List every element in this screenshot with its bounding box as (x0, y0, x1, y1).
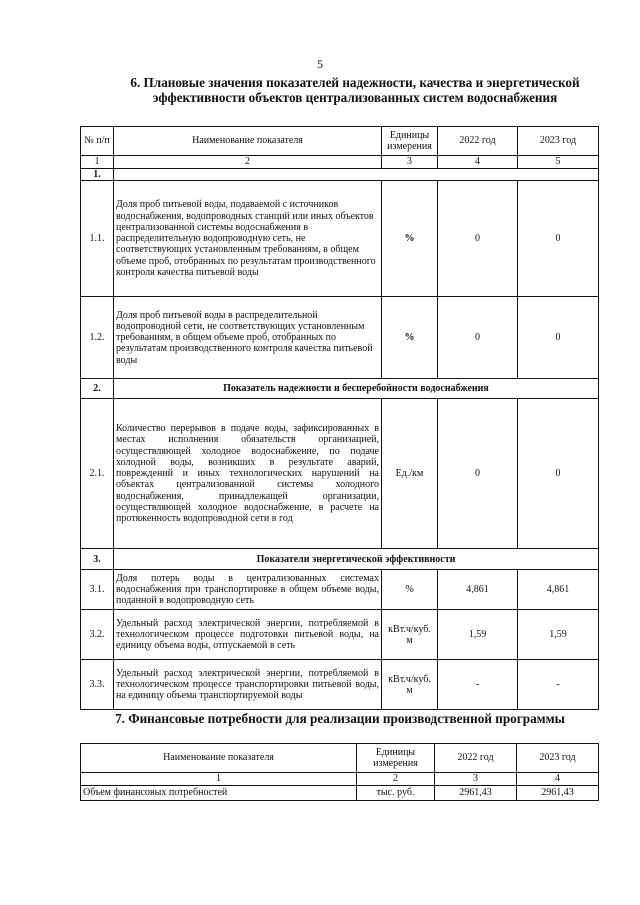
table-row (81, 660, 599, 710)
row-name: Доля потерь воды в централизованных системах водоснабжения при транспортировке в общем объеме воды, поданной в водопроводную сеть (114, 570, 382, 610)
row-num: 3.2. (81, 610, 114, 660)
index-cell: 3 (435, 773, 517, 786)
header-2022: 2022 год (438, 127, 518, 156)
row-name: Доля проб питьевой воды в распределительной водопроводной сети, не соответствующих установленным требованиям, в общем объеме проб, отобранных по результатам производственного контроля качества питьевой воды (114, 297, 382, 379)
section6-table (80, 126, 599, 710)
group-row-3 (81, 549, 599, 570)
index-cell: 4 (517, 773, 599, 786)
row-value-2023: 0 (518, 399, 599, 549)
row-value-2023: 2961,43 (517, 786, 599, 801)
header-unit: Единицы измерения (357, 744, 435, 773)
row-value-2023: 0 (518, 297, 599, 379)
row-value-2022: - (438, 660, 518, 710)
row-unit: кВт.ч/куб. м (382, 660, 438, 710)
row-name: Удельный расход электрической энергии, потребляемой в технологическом процессе транспортировки питьевой воды, на единицу объема транспортируемой воды (114, 660, 382, 710)
row-name: Количество перерывов в подаче воды, зафиксированных в местах исполнения обязательств организацией, осуществляющей холодное водоснабжение, по подаче холодной воды, возникших в результате аварий, повреждений и иных технологических нарушений на объектах централизованной системы холодного водоснабжения, принадлежащей организации, осуществляющей холодное водоснабжение, в расчете на протяженность водопроводной сети в год (114, 399, 382, 549)
row-value-2022: 0 (438, 399, 518, 549)
group-num: 2. (81, 379, 114, 399)
header-2023: 2023 год (518, 127, 599, 156)
header-name: Наименование показателя (114, 127, 382, 156)
row-value-2023: 1,59 (518, 610, 599, 660)
row-name: Доля проб питьевой воды, подаваемой с источников водоснабжения, водопроводных станций или иных объектов централизованной системы водоснабжения в распределительную водопроводную сеть, не соответствующих установленным требованиям, в общем объеме проб, отобранных по результатам производственного контроля качества питьевой воды (114, 181, 382, 297)
index-cell: 2 (357, 773, 435, 786)
header-unit: Единицы измерения (382, 127, 438, 156)
group-title (114, 169, 599, 181)
row-num: 3.3. (81, 660, 114, 710)
index-cell: 4 (438, 156, 518, 169)
index-cell: 5 (518, 156, 599, 169)
row-value-2022: 4,861 (438, 570, 518, 610)
table-row (81, 610, 599, 660)
index-cell: 3 (382, 156, 438, 169)
section6-title: 6. Плановые значения показателей надежности, качества и энергетической эффективности объектов централизованных систем водоснабжения (130, 75, 580, 105)
row-num: 2.1. (81, 399, 114, 549)
row-name: Удельный расход электрической энергии, потребляемой в технологическом процессе подготовки питьевой воды, на единицу объема воды, отпускаемой в сеть (114, 610, 382, 660)
table-row (81, 786, 599, 801)
row-num: 3.1. (81, 570, 114, 610)
page-number: 5 (317, 57, 323, 71)
row-value-2023: - (518, 660, 599, 710)
header-row (81, 744, 599, 773)
group-row-2 (81, 379, 599, 399)
row-value-2022: 0 (438, 181, 518, 297)
header-name: Наименование показателя (81, 744, 357, 773)
row-unit: % (382, 570, 438, 610)
index-cell: 1 (81, 156, 114, 169)
index-row (81, 156, 599, 169)
row-value-2023: 0 (518, 181, 599, 297)
index-cell: 1 (81, 773, 357, 786)
header-2023: 2023 год (517, 744, 599, 773)
group-num: 3. (81, 549, 114, 570)
row-num: 1.1. (81, 181, 114, 297)
row-name: Объем финансовых потребностей (81, 786, 357, 801)
section7-title: 7. Финансовые потребности для реализации производственной программы (115, 711, 565, 726)
header-num: № п/п (81, 127, 114, 156)
row-num: 1.2. (81, 297, 114, 379)
group-row-1 (81, 169, 599, 181)
table-row (81, 399, 599, 549)
group-title: Показатель надежности и бесперебойности водоснабжения (114, 379, 599, 399)
row-unit: % (382, 181, 438, 297)
row-value-2022: 1,59 (438, 610, 518, 660)
table-row (81, 297, 599, 379)
table-row (81, 181, 599, 297)
index-row (81, 773, 599, 786)
row-unit: Ед./км (382, 399, 438, 549)
row-unit: кВт.ч/куб. м (382, 610, 438, 660)
header-2022: 2022 год (435, 744, 517, 773)
group-num: 1. (81, 169, 114, 181)
table-row (81, 570, 599, 610)
group-title: Показатели энергетической эффективности (114, 549, 599, 570)
row-unit: % (382, 297, 438, 379)
section7-table (80, 743, 599, 801)
header-row (81, 127, 599, 156)
row-value-2023: 4,861 (518, 570, 599, 610)
row-value-2022: 2961,43 (435, 786, 517, 801)
row-unit: тыс. руб. (357, 786, 435, 801)
index-cell: 2 (114, 156, 382, 169)
row-value-2022: 0 (438, 297, 518, 379)
